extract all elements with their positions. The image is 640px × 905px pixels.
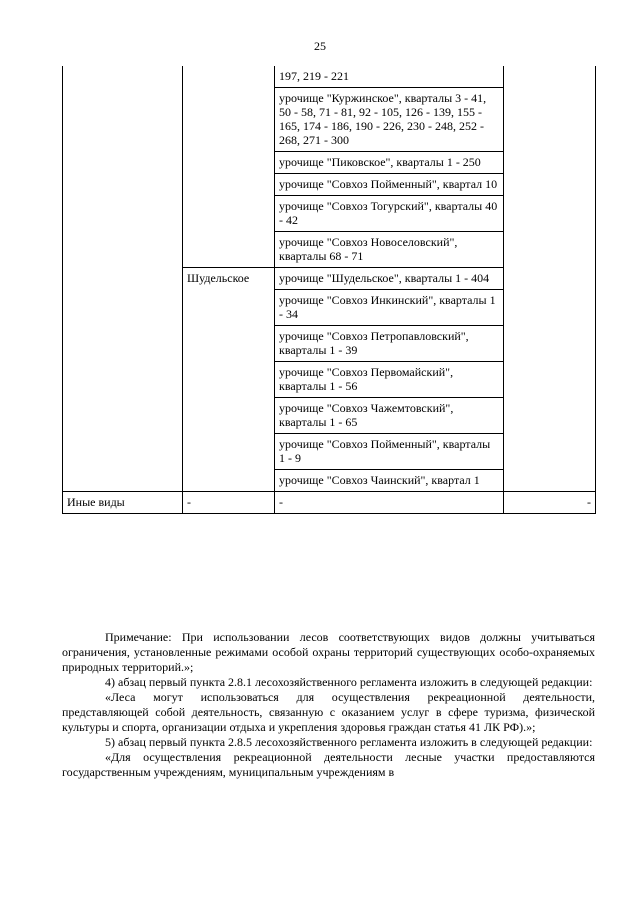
other-types-label: Иные виды xyxy=(63,492,183,514)
other-types-col3: - xyxy=(275,492,504,514)
forest-use-table xyxy=(62,66,596,514)
other-types-col4: - xyxy=(504,492,596,514)
compartments-cell: урочище "Пиковское", кварталы 1 - 250 xyxy=(275,152,504,174)
compartments-cell: урочище "Шудельское", кварталы 1 - 404 xyxy=(275,268,504,290)
forest-type-cell xyxy=(63,66,183,492)
compartments-cell: урочище "Совхоз Тогурский", кварталы 40 - 42 xyxy=(275,196,504,232)
compartments-cell: урочище "Совхоз Чажемтовский", кварталы 1 - 65 xyxy=(275,398,504,434)
amendment-text xyxy=(62,630,595,780)
compartments-cell: урочище "Совхоз Инкинский", кварталы 1 - 34 xyxy=(275,290,504,326)
district-cell-prev xyxy=(183,66,275,268)
compartments-cell: урочище "Совхоз Чаинский", квартал 1 xyxy=(275,470,504,492)
item-4-paragraph: 4) абзац первый пункта 2.8.1 лесохозяйственного регламента изложить в следующей редакции: xyxy=(105,675,593,689)
page-number: 25 xyxy=(314,39,326,53)
item-4-quote: «Леса могут использоваться для осуществления рекреационной деятельности, представляющей собой деятельность, связанную с оказанием услуг в сфере туризма, физической культуры и спорта, организации отдыха и укрепления здоровья граждан статья 41 ЛК РФ).»; xyxy=(62,690,595,734)
compartments-cell: урочище "Совхоз Пойменный", кварталы 1 - 9 xyxy=(275,434,504,470)
compartments-cell: урочище "Совхоз Новоселовский", кварталы 68 - 71 xyxy=(275,232,504,268)
compartments-cell: урочище "Совхоз Первомайский", кварталы 1 - 56 xyxy=(275,362,504,398)
compartments-cell: урочище "Совхоз Пойменный", квартал 10 xyxy=(275,174,504,196)
notes-cell xyxy=(504,66,596,492)
item-5-paragraph: 5) абзац первый пункта 2.8.5 лесохозяйственного регламента изложить в следующей редакции: xyxy=(105,735,593,749)
compartments-cell: 197, 219 - 221 xyxy=(275,66,504,88)
other-types-col2: - xyxy=(183,492,275,514)
district-cell-shudelskoe: Шудельское xyxy=(183,268,275,492)
compartments-cell: урочище "Куржинское", кварталы 3 - 41, 50 - 58, 71 - 81, 92 - 105, 126 - 139, 155 - 165, 174 - 186, 190 - 226, 230 - 248, 252 - 268, 271 - 300 xyxy=(275,88,504,152)
note-paragraph: Примечание: При использовании лесов соответствующих видов должны учитываться ограничения, установленные режимами особой охраны территорий существующих особо-охраняемых природных территорий.»; xyxy=(62,630,595,674)
item-5-quote: «Для осуществления рекреационной деятельности лесные участки предоставляются государственным учреждениям, муниципальным учреждениям в xyxy=(62,750,595,779)
compartments-cell: урочище "Совхоз Петропавловский", кварталы 1 - 39 xyxy=(275,326,504,362)
